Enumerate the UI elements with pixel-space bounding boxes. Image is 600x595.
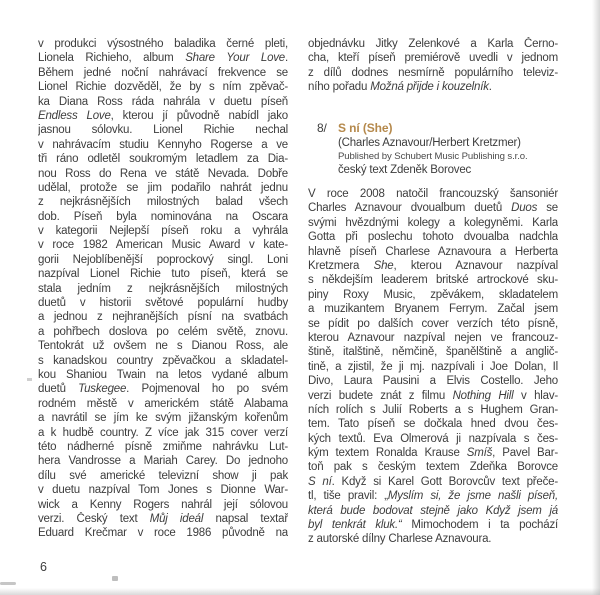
text-line: verzi budete znát z filmu Nothing Hill v hlav- <box>308 389 558 402</box>
text-line: toň pak s českým textem Zdeňka Borovce <box>308 461 558 474</box>
text-line: a navrátil se jím ke svým jižanským kořenům <box>38 412 288 425</box>
text-line: kým textem Ronalda Krause Smíš, Pavel Bar- <box>308 447 558 460</box>
text-line: stala jedním z nejkrásnějších milostných <box>38 282 288 295</box>
text-line: a pohřbech doslova po celém světě, znovu. <box>38 325 288 338</box>
track-heading <box>308 121 558 179</box>
text-line: S ní. Když si Karel Gott Borovcův text přeče- <box>308 475 558 488</box>
text-line: ního pořadu Možná přijde i kouzelník. <box>308 81 492 94</box>
text-line: duetů Tuskegee. Pojmenoval ho po svém <box>38 383 288 396</box>
text-line: cha, kteří píseň premiérově uvedli v jednom <box>308 52 558 65</box>
track-title: S ní (She) <box>338 120 393 135</box>
text-line: z dílů dodnes nesmírně populárního televiz- <box>308 66 558 79</box>
text-line: tem. Tato píseň se dočkala hned dvou čes- <box>308 418 558 431</box>
text-line: v produkci výsostného baladika černé pleti, <box>38 38 288 50</box>
text-line: objednávku Jitky Zelenkové a Karla Černo- <box>308 38 558 50</box>
text-line: a k hudbě country. Z více jak 315 cover verzí <box>38 426 288 439</box>
scan-artifact-speck <box>27 378 32 381</box>
text-line: která bude bodovat stejně jako Když jsem já <box>308 504 558 517</box>
page-number: 6 <box>40 560 47 574</box>
text-line: Endless Love, kterou jí původně nabídl jako <box>38 109 288 122</box>
text-line: a muzikantem Bryanem Ferrym. Začal jsem <box>308 303 558 316</box>
text-line: svými hvězdnými kolegy a kolegyněmi. Karla <box>308 216 558 229</box>
text-line: ka Diana Ross ráda nahrála v duetu píseň <box>38 95 288 108</box>
text-line: Lionel Richie dozvěděl, že by s ním zpěvač- <box>38 81 288 94</box>
track-writers: (Charles Aznavour/Herbert Kretzmer) <box>338 136 521 149</box>
text-line: nazpíval Lionel Richie tuto píseň, která se <box>38 268 288 281</box>
text-line: kou Shaniou Twain na letos vydané album <box>38 368 288 381</box>
track-publisher: Published by Schubert Music Publishing s.r.o. <box>338 150 528 162</box>
text-line: udělal, protože se jim podařilo nahrát jednu <box>38 181 288 194</box>
text-line: V roce 2008 natočil francouzský šansoniér <box>308 188 558 201</box>
scan-edge-bottom-shadow <box>0 588 600 595</box>
text-line: kých textů. Eva Olmerová ji nazpívala s čes- <box>308 432 558 445</box>
text-line: Tentokrát už ovšem ne s Dianou Ross, ale <box>38 340 288 353</box>
text-line: s kanadskou country zpěvačkou a skladatel- <box>38 354 288 367</box>
text-line: v kategorii Nejlepší píseň roku a vyhrála <box>38 225 288 238</box>
text-line: rodném městě v americkém státě Alabama <box>38 397 288 410</box>
text-line: hlavně píseň Charlese Aznavoura a Herberta <box>308 245 558 258</box>
text-line: Kretzmera She, kterou Aznavour nazpíval <box>308 260 558 273</box>
text-line: duetů v historii světové populární hudby <box>38 297 288 310</box>
text-line: verzi. Český text Můj ideál napsal textař <box>38 512 288 525</box>
text-line: jasnou sólovku. Lionel Richie nechal <box>38 124 288 137</box>
text-line: dob. Píseň byla nominována na Oscara <box>38 210 288 223</box>
text-line: Eduard Krečmar v roce 1986 původně na <box>38 527 288 540</box>
text-line: této nádherné písně zmiňme nahrávku Lut- <box>38 440 288 453</box>
scan-artifact-speck <box>0 582 16 585</box>
scan-edge-right-shadow <box>592 0 600 595</box>
track-title-row <box>308 121 558 136</box>
text-line: nou Ross do Rena ve státě Nevada. Dobře <box>38 167 288 180</box>
text-line: z autorské dílny Charlese Aznavoura. <box>308 533 492 546</box>
right-column-paragraph-1 <box>308 37 558 95</box>
text-line: dílu své americké televizní show ji pak <box>38 469 288 482</box>
track-czech-lyricist: český text Zdeněk Borovec <box>338 164 472 177</box>
text-line: v nahrávacím studiu Kennyho Rogerse a ve <box>38 138 288 151</box>
text-line: byl tenkrát kluk.“ Mimochodem i ta pochází <box>308 519 558 532</box>
text-line: se pídit po dalších cover verzích této písně, <box>308 317 558 330</box>
text-line: Gotta při poslechu tohoto dvoualba nadchla <box>308 231 558 244</box>
text-line: Lionela Richieho, album Share Your Love. <box>38 52 288 65</box>
text-line: piny Roxy Music, zpěvákem, skladatelem <box>308 288 558 301</box>
text-line: Během jedné noční nahrávací frekvence se <box>38 66 288 79</box>
text-line: Charles Aznavour dvoualbum duetů Duos se <box>308 202 558 215</box>
text-line: štině, italštině, němčině, španělštině a anglič- <box>308 346 558 359</box>
track-number: 8/ <box>317 120 327 135</box>
text-line: tl, tiše pravil: „Myslím si, že jsme našli píseň, <box>308 490 558 503</box>
right-column <box>308 37 558 547</box>
text-line: gorii Nejoblíbenější poprockový singl. Loni <box>38 253 288 266</box>
text-line: kterou Aznavour nazpíval nejen ve francouz- <box>308 331 558 344</box>
text-line: tině, a zjistil, že ji mj. nazpívali i Joe Dolan, Il <box>308 360 558 373</box>
text-line: s někdejším leaderem britské artrockové sku- <box>308 274 558 287</box>
text-line: Divo, Laura Pausini a Elvis Costello. Jeho <box>308 375 558 388</box>
text-line: v roce 1982 American Music Award v kate- <box>38 239 288 252</box>
scan-artifact-speck <box>112 576 118 581</box>
text-line: wick a Kenny Rogers nahrál její sólovou <box>38 498 288 511</box>
text-line: z nejkrásnějších milostných balad všech <box>38 196 288 209</box>
text-line: ních rolích s Julií Roberts a s Hughem Gran- <box>308 403 558 416</box>
right-column-paragraph-2 <box>308 187 558 547</box>
text-line: v duetu nazpíval Tom Jones s Dionne War- <box>38 484 288 497</box>
text-line: a jednou z nejhranějších písní na svatbách <box>38 311 288 324</box>
left-column-text <box>38 37 288 541</box>
text-line: tři ráno odletěl soukromým letadlem za Dia- <box>38 153 288 166</box>
text-line: hera Vandrosse a Mariah Carey. Do jednoho <box>38 455 288 468</box>
